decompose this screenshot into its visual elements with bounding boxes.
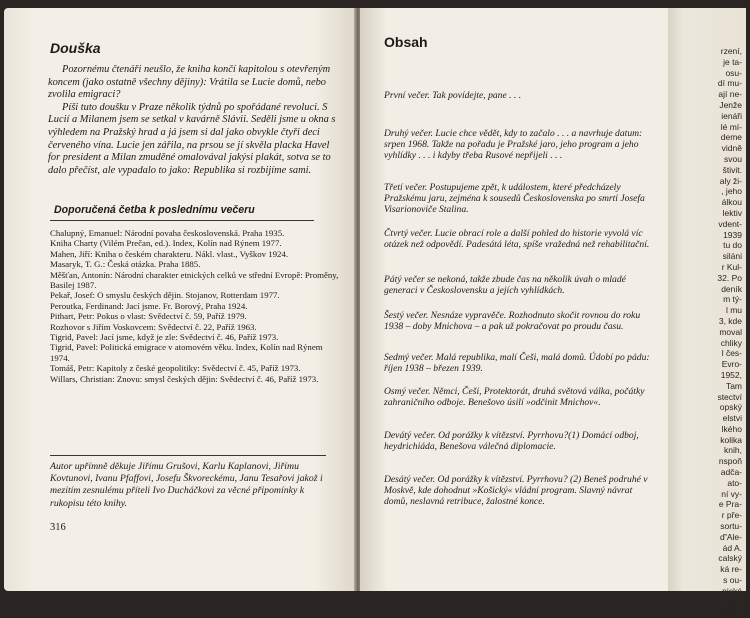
toc-entry-text: První večer. Tak povídejte, pane . . .	[384, 90, 522, 101]
toc-title: Obsah	[384, 34, 428, 50]
next-page-line: calský	[718, 553, 742, 564]
divider	[50, 220, 314, 221]
next-page-line: aly ži-	[719, 175, 742, 186]
next-page-line: álkou	[721, 197, 742, 208]
next-page-line: nické	[722, 585, 742, 596]
toc-entry	[384, 128, 652, 162]
next-page-line: je ta-	[723, 56, 742, 67]
toc-entry-text: Devátý večer. Od porážky k vítězství. Pyrrhovu?(1) Domácí odboj, heydrichiáda, Benešova válečná diplomacie.	[384, 430, 639, 453]
toc-entry	[384, 430, 652, 452]
toc-entry	[384, 274, 652, 296]
next-page-line: ká re-	[720, 564, 742, 575]
next-page-line: tu do	[723, 240, 742, 251]
toc-entry	[384, 386, 652, 408]
reading-item: Rozhovor s Jiřím Voskovcem: Svědectví č. 22, Paříž 1963.	[50, 321, 257, 332]
next-page-line: ienáři	[721, 110, 742, 121]
next-page-line: moval	[719, 326, 742, 337]
next-page-line: 32. Po	[717, 272, 742, 283]
next-page-line: nspoň	[718, 456, 742, 467]
toc-entry	[384, 228, 652, 250]
reading-list	[50, 228, 340, 384]
next-page-line: adča-	[720, 467, 742, 478]
next-page-line: ají ne-	[718, 89, 742, 100]
toc-entry-text: Druhý večer. Lucie chce vědět, kdy to začalo . . . a navrhuje datum: srpen 1968. Takže na pořadu je Pražské jaro, jeho program a jeho vyhlídky . . . i kdyby třeba Rusové nepřijeli . . .	[384, 128, 643, 162]
next-page-line: vidně	[721, 143, 742, 154]
reading-item: Masaryk, T. G.: Česká otázka. Praha 1885.	[50, 259, 201, 270]
next-page-line: siláni	[722, 251, 742, 262]
next-page-line: lektiv	[722, 207, 742, 218]
left-page	[4, 8, 356, 591]
toc-entry-text: Šestý večer. Nesnáze vypravěče. Rozhodnuto skočit rovnou do roku 1938 – doby Mnichova – a pak už pokračovat po proudu času.	[384, 310, 641, 333]
reading-item: Kniha Charty (Vilém Prečan, ed.). Index, Kolín nad Rýnem 1977.	[50, 238, 282, 249]
next-page-line: opský	[719, 402, 742, 413]
reading-item: Chalupný, Emanuel: Národní povaha československá. Praha 1935.	[50, 228, 285, 238]
next-page-line: Evro-	[721, 359, 742, 370]
toc-entry-text: Osmý večer. Němci, Češi, Protektorát, druhá světová válka, počátky zahraničního odboje. Benešovo úsilí »odčinit Mnichov«.	[384, 386, 645, 409]
next-page-line: knih,	[724, 445, 742, 456]
next-page-line: deme	[720, 132, 742, 143]
toc-entry-text: Desátý večer. Od porážky k vítězství. Pyrrhovu? (2) Beneš podruhé v Moskvě, kde dohodnut »Košický« vládní program. Slavný návrat domů, neslavná retribuce, žalostné konce.	[384, 474, 648, 508]
divider	[50, 455, 326, 456]
intro-paragraph: Pozornému čtenáři neušlo, že kniha končí kapitolou s otevřeným koncem (jako ostatně všechny dějiny): Vrátila se Lucie domů, nebo zvolila emigraci?	[48, 64, 331, 101]
reading-item: Tigrid, Pavel: Jací jsme, když je zle: Svědectví č. 46, Paříž 1973.	[50, 332, 279, 343]
next-page-line: kolika	[720, 434, 742, 445]
reading-item: Měšťan, Antonín: Národní charakter etnických celků ve střední Evropě: Proměny, Basilej 1987.	[50, 269, 339, 291]
page-number: 316	[50, 522, 66, 533]
next-page-line: l mu	[725, 305, 742, 316]
toc-entry	[384, 474, 652, 508]
next-page-line: m tý-	[723, 294, 742, 305]
next-page-line: imec-	[721, 596, 742, 607]
next-page-line: elstvi	[722, 413, 742, 424]
next-page-line: dí mu-	[717, 78, 742, 89]
next-page-line: 1939	[723, 229, 742, 240]
toc-entry	[384, 90, 652, 101]
toc-entry-text: Třetí večer. Postupujeme zpět, k událostem, které předcházely Pražskému jaru, zejména k sousedů Československa po smrti Josefa Visarionoviče Stalina.	[384, 182, 645, 216]
intro-text	[48, 64, 338, 177]
next-page-line: ní vy-	[721, 488, 742, 499]
reading-item: Pekař, Josef: O smyslu českých dějin. Stojanov, Rotterdam 1977.	[50, 290, 280, 301]
next-page-line: s ou-	[723, 575, 742, 586]
next-page-line: l čes-	[721, 348, 742, 359]
next-page-line: deník	[721, 283, 742, 294]
next-page-line: štivit.	[722, 164, 742, 175]
toc-entry	[384, 310, 652, 332]
next-page-line: stectví	[717, 391, 742, 402]
next-page-line: , jeho	[721, 186, 742, 197]
next-page-line: 1952,	[720, 369, 742, 380]
next-page-line: ád A.	[722, 542, 742, 553]
next-page-line: chliky	[720, 337, 742, 348]
reading-item: Peroutka, Ferdinand: Jací jsme. Fr. Borový, Praha 1924.	[50, 300, 248, 311]
reading-item: Willars, Christian: Znovu: smysl českých dějin: Svědectví č. 46, Paříž 1973.	[50, 373, 319, 384]
reading-item: Tomáš, Petr: Kapitoly z české geopolitiky: Svědectví č. 45, Paříž 1973.	[50, 363, 301, 374]
next-page-line: Tam	[725, 380, 742, 391]
next-page-edge	[668, 8, 746, 618]
toc-entry	[384, 182, 652, 216]
next-page-line: 988).	[722, 607, 742, 618]
reading-item: Pithart, Petr: Pokus o vlast: Svědectví č. 59, Paříž 1979.	[50, 311, 247, 322]
intro-paragraph: Píši tuto doušku v Praze několik týdnů po spořádané revoluci. S Lucií a Milanem jsem se setkal v kavárně Slávii. Seděli jsme u okna s výhledem na Pražský hrad a já jsem si dal jako obvykle čtyři deci červeného vína. Lucie jen zářila, na prsou se jí skvěla plackа Havel for president a Milan zmuděné omalovával jakýsi plakát, sotva se to dalo přečíst, ale vypadalo to jako: Republika si rozbijíme sami.	[48, 101, 336, 176]
next-page-line: ato-	[727, 477, 742, 488]
next-page-line: rzení,	[720, 46, 742, 56]
next-page-line: lé mí-	[720, 121, 742, 132]
next-page-line: Jenže	[719, 99, 742, 110]
toc-entry-text: Pátý večer se nekoná, takže zbude čas na několik úvah o mladé generaci v Československu a jejích vyhlídkách.	[384, 274, 626, 297]
toc-entry-text: Čtvrtý večer. Lucie obrací role a další pohled do historie vyvolá víc otázek než odpovědí. Padesátá léta, spíše vražedná než rehabilitační.	[384, 228, 650, 251]
page-title: Douška	[50, 40, 101, 56]
toc-entry-text: Sedmý večer. Malá republika, malí Češi, malá domů. Údobí po pádu: říjen 1938 – březen 1939.	[384, 352, 650, 375]
next-page-line: r Kul-	[721, 261, 742, 272]
reading-heading: Doporučená četba k poslednímu večeru	[54, 204, 255, 216]
acknowledgement: Autor upřímně děkuje Jiřímu Grušovi, Karlu Kaplanovi, Jiřímu Kovtunovi, Ivanu Pfaffovi, Josefu Škvoreckému, Janu Tesařovi jakož i mezitím zesnulému příteli Ivo Ducháčkovi za věcné připomínky k rukopisu této knihy.	[50, 461, 323, 509]
next-page-line: lkého	[721, 423, 742, 434]
next-page-line: 3, kde	[718, 315, 742, 326]
next-page-line: sortu-	[720, 521, 742, 532]
reading-item: Mahen, Jiří: Kniha o českém charakteru. Nákl. vlast., Vyškov 1924.	[50, 248, 289, 259]
reading-item: Tigrid, Pavel: Politická emigrace v atomovém věku. Index, Kolín nad Rýnem 1974.	[50, 342, 323, 363]
next-page-line: svou	[724, 153, 742, 164]
toc-entry	[384, 352, 652, 374]
next-page-line: vdent-	[718, 218, 742, 229]
next-page-line: r pře-	[721, 510, 742, 521]
next-page-text	[668, 46, 742, 618]
next-page-line: ď'Ale-	[720, 531, 742, 542]
next-page-line: osu-	[725, 67, 742, 78]
next-page-line: e Pra-	[718, 499, 742, 510]
